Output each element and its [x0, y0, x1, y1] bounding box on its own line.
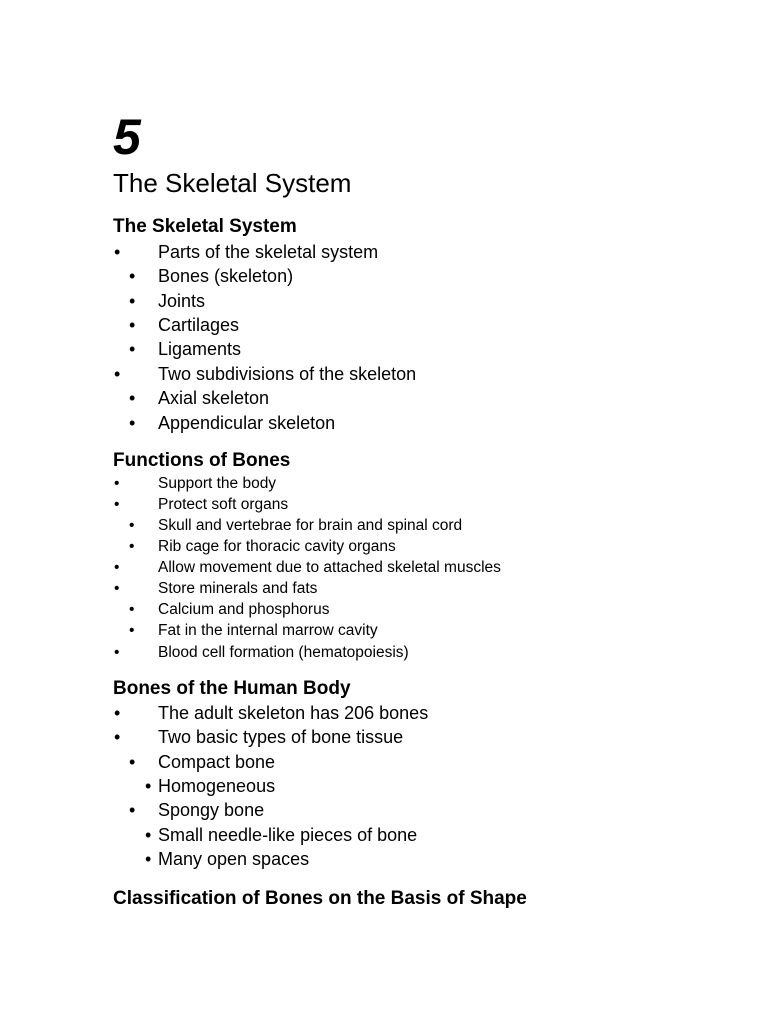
list-item [113, 386, 753, 410]
bullet-icon: • [129, 315, 136, 336]
list-item [113, 494, 753, 515]
bullet-icon: • [129, 266, 136, 287]
list-item-text: Compact bone [158, 751, 276, 772]
bullet-icon: • [129, 800, 136, 821]
list-item-text: Fat in the internal marrow cavity [158, 622, 378, 640]
list-item [113, 701, 753, 725]
list-item-text: Protect soft organs [158, 495, 289, 513]
section-heading: Classification of Bones on the Basis of Shape [113, 888, 527, 909]
list-item-text: Many open spaces [158, 849, 310, 870]
list-item-text: Allow movement due to attached skeletal muscles [158, 559, 501, 577]
section-functions-of-bones [113, 450, 753, 663]
section-classification-of-bones [113, 888, 753, 911]
chapter-number: 5 [113, 109, 141, 165]
list-item-text: Homogeneous [158, 776, 276, 797]
bullet-icon: • [114, 559, 120, 577]
list-item-text: Ligaments [158, 339, 242, 360]
list-item [113, 264, 753, 288]
list-item-text: The adult skeleton has 206 bones [158, 702, 429, 723]
list-item-text: Small needle-like pieces of bone [158, 824, 418, 845]
list-item [113, 847, 753, 871]
bullet-icon: • [145, 776, 152, 797]
list-item-text: Skull and vertebrae for brain and spinal cord [158, 516, 463, 534]
bullet-icon: • [145, 849, 152, 870]
list-item-text: Calcium and phosphorus [158, 601, 330, 619]
section-skeletal-system [113, 216, 753, 435]
list-item [113, 557, 753, 578]
chapter-title: The Skeletal System [113, 168, 352, 198]
list-item-text: Joints [158, 290, 206, 311]
list-item-text: Blood cell formation (hematopoiesis) [158, 643, 409, 661]
list-item [113, 750, 753, 774]
list-item-text: Support the body [158, 474, 277, 492]
bullet-list [113, 240, 753, 435]
list-item [113, 473, 753, 494]
bullet-icon: • [129, 412, 136, 433]
bullet-icon: • [145, 824, 152, 845]
bullet-icon: • [114, 702, 121, 723]
list-item [113, 642, 753, 663]
bullet-icon: • [129, 622, 135, 640]
list-item [113, 823, 753, 847]
list-item [113, 289, 753, 313]
bullet-icon: • [114, 727, 121, 748]
section-heading: The Skeletal System [113, 216, 297, 237]
bullet-icon: • [114, 643, 120, 661]
list-item [113, 774, 753, 798]
section-heading: Bones of the Human Body [113, 678, 351, 699]
bullet-icon: • [114, 474, 120, 492]
list-item-text: Bones (skeleton) [158, 266, 294, 287]
bullet-list [113, 473, 753, 663]
bullet-list [113, 701, 753, 872]
list-item [113, 313, 753, 337]
list-item-text: Rib cage for thoracic cavity organs [158, 538, 396, 556]
list-item [113, 599, 753, 620]
list-item-text: Axial skeleton [158, 388, 270, 409]
bullet-icon: • [129, 388, 136, 409]
list-item [113, 411, 753, 435]
list-item [113, 515, 753, 536]
list-item [113, 362, 753, 386]
section-bones-of-human-body [113, 678, 753, 872]
list-item-text: Parts of the skeletal system [158, 241, 379, 262]
bullet-icon: • [114, 363, 121, 384]
list-item [113, 620, 753, 641]
bullet-icon: • [129, 751, 136, 772]
list-item [113, 240, 753, 264]
list-item-text: Two basic types of bone tissue [158, 727, 404, 748]
bullet-icon: • [114, 580, 120, 598]
section-heading: Functions of Bones [113, 450, 291, 471]
bullet-icon: • [129, 538, 135, 556]
bullet-icon: • [129, 516, 135, 534]
bullet-icon: • [129, 601, 135, 619]
bullet-icon: • [129, 290, 136, 311]
list-item-text: Spongy bone [158, 800, 265, 821]
list-item [113, 536, 753, 557]
list-item [113, 725, 753, 749]
bullet-icon: • [129, 339, 136, 360]
bullet-icon: • [114, 495, 120, 513]
list-item [113, 337, 753, 361]
list-item-text: Store minerals and fats [158, 580, 318, 598]
list-item-text: Appendicular skeleton [158, 412, 336, 433]
bullet-icon: • [114, 241, 121, 262]
list-item [113, 798, 753, 822]
list-item-text: Cartilages [158, 315, 240, 336]
list-item [113, 578, 753, 599]
list-item-text: Two subdivisions of the skeleton [158, 363, 417, 384]
